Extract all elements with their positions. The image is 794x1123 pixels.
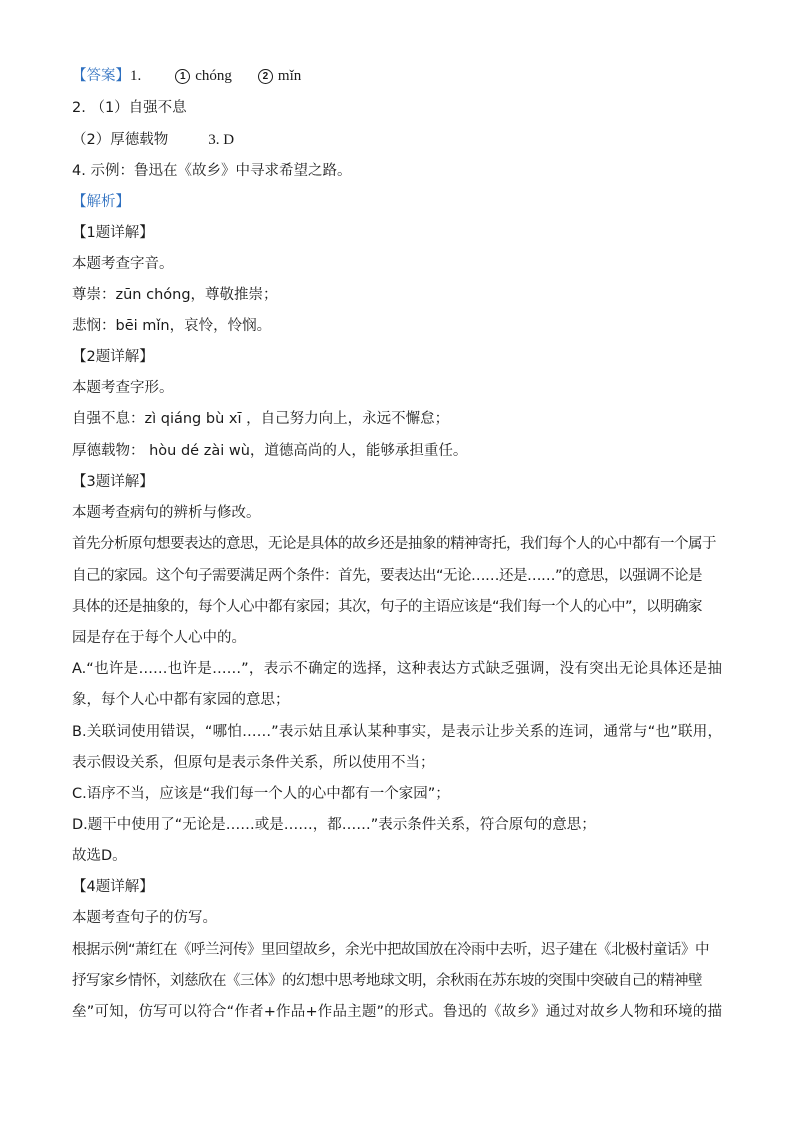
q1-detail-title: 【1题详解】 [72,225,154,241]
q2-detail-title: 【2题详解】 [72,349,154,365]
q2-answer-line: 2. （1）自强不息 [72,100,187,116]
q3-conclusion: 故选D。 [72,848,127,864]
q3-detail-line: 自己的家园。这个句子需要满足两个条件：首先，要表达出“无论……还是……”的意思，以强调不论是 [72,568,703,584]
answer-line [72,66,722,86]
q3-option-d: D.题干中使用了“无论是……或是……，都……”表示条件关系，符合原句的意思； [72,817,596,833]
q2-detail-line: 本题考查字形。 [72,380,174,396]
q4-detail-line: 根据示例“萧红在《呼兰河传》里回望故乡，余光中把故国放在冷雨中去听，迟子建在《北极村童话》中 [72,942,710,958]
q3-detail-line: 具体的还是抽象的，每个人心中都有家园；其次，句子的主语应该是“我们每一个人的心中”，以明确家 [72,599,703,615]
q2-sub2-answer: （2）厚德载物 [72,132,169,148]
q3-detail-line: 首先分析原句想要表达的意思，无论是具体的故乡还是抽象的精神寄托，我们每个人的心中都有一个属于 [72,536,716,552]
q2-detail-line: 厚德载物： hòu dé zài wù，道德高尚的人，能够承担重任。 [72,443,468,459]
q3-detail-title: 【3题详解】 [72,474,154,490]
q1-answer-2: mǐn [277,68,302,84]
q4-detail-line: 抒写家乡情怀，刘慈欣在《三体》的幻想中思考地球文明，余秋雨在苏东坡的突围中突破自己的精神壁 [72,973,702,989]
q2-sub2-q3-line [72,130,722,150]
q4-answer: 4. 示例：鲁迅在《故乡》中寻求希望之路。 [72,163,352,179]
q1-detail-line: 尊崇：zūn chóng，尊敬推崇； [72,287,278,303]
q1-detail-line: 本题考查字音。 [72,256,174,272]
q2-detail-line: 自强不息：zì qiáng bù xī ，自己努力向上，永远不懈怠； [72,411,450,427]
q3-detail-line: 象，每个人心中都有家园的意思； [72,692,290,708]
q1-answer-1: chóng [195,68,232,84]
q3-option-b: B.关联词使用错误，“哪怕……”表示姑且承认某种事实，是表示让步关系的连词，通常与“也”联用， [72,724,722,740]
q4-detail-line: 本题考查句子的仿写。 [72,910,217,926]
q4-detail-line: 垒”可知，仿写可以符合“作者+作品+作品主题”的形式。鲁迅的《故乡》通过对故乡人物和环境的描 [72,1004,722,1020]
q4-detail-title: 【4题详解】 [72,879,154,895]
analysis-tag: 【解析】 [72,194,130,210]
circled-number-2: 2 [258,69,273,84]
q3-detail-line: 本题考查病句的辨析与修改。 [72,505,261,521]
q3-detail-line: 园是存在于每个人心中的。 [72,630,246,646]
answer-tag: 【答案】 [72,68,130,84]
q3-answer: 3. D [208,132,235,148]
q3-option-a: A.“也许是……也许是……”，表示不确定的选择，这种表达方式缺乏强调，没有突出无论具体还是抽 [72,661,722,677]
q3-option-c: C.语序不当，应该是“我们每一个人的心中都有一个家园”； [72,786,450,802]
q3-detail-line: 表示假设关系，但原句是表示条件关系，所以使用不当； [72,755,435,771]
circled-number-1: 1 [175,69,190,84]
q1-detail-line: 悲悯：bēi mǐn，哀怜，怜悯。 [72,318,272,334]
q1-number: 1. [130,68,142,84]
